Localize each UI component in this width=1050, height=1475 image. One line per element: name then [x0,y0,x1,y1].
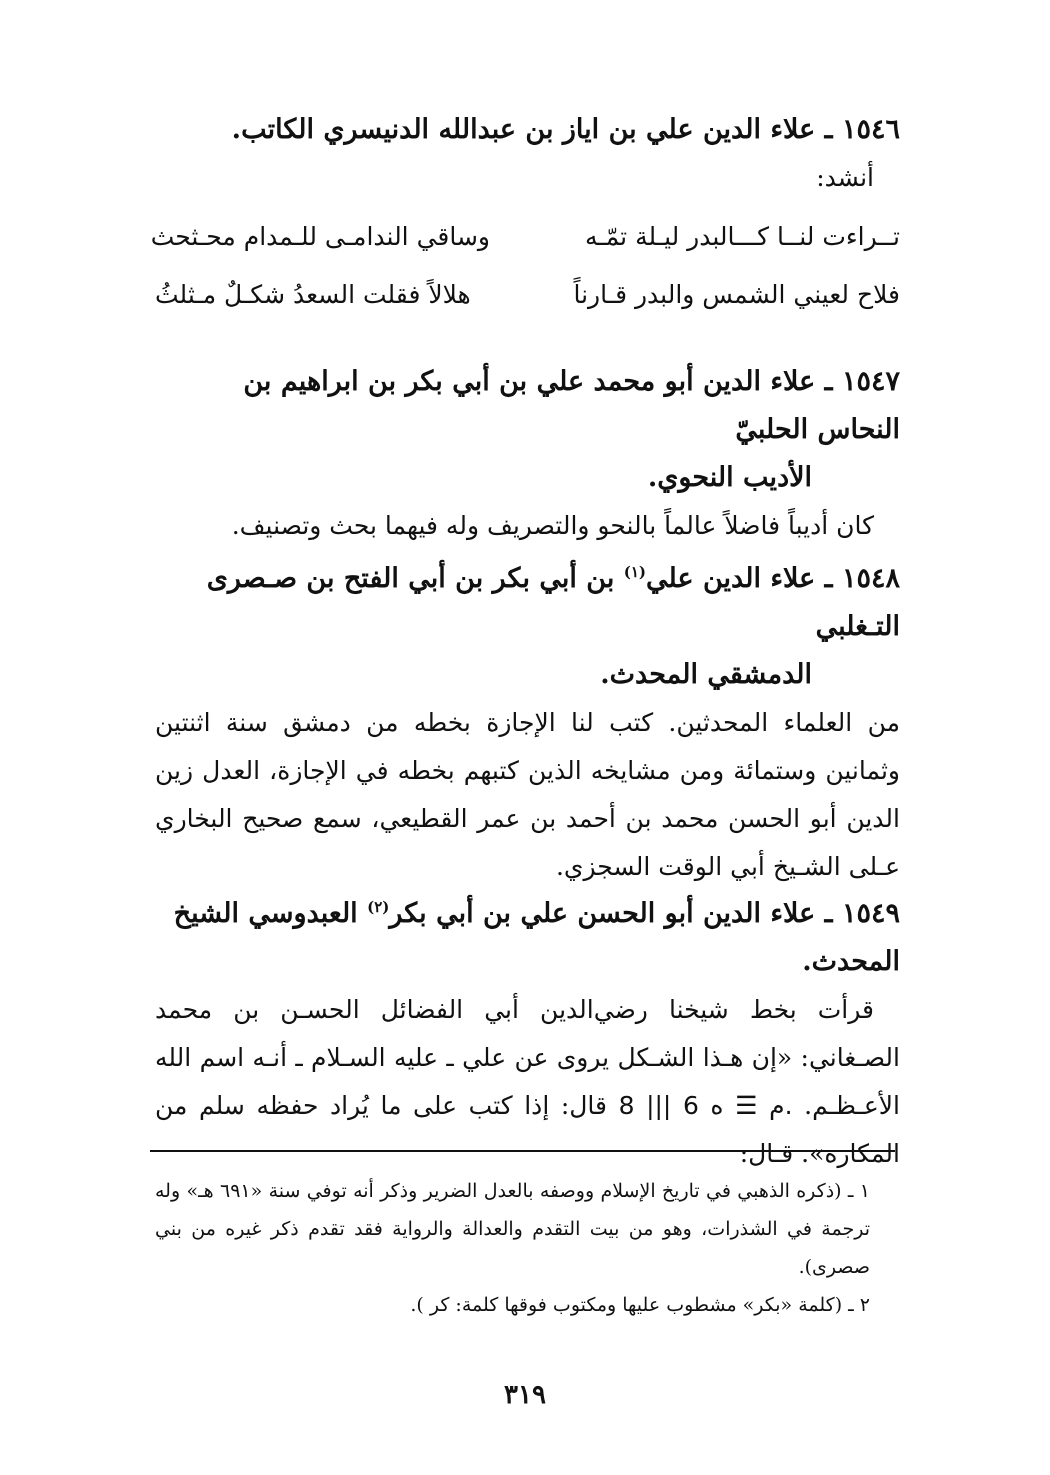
entry-body-text: قال: إذا كتب على ما يُراد حفظه سلم من المكاره». قـال: [155,1091,900,1168]
poem [150,207,900,323]
entry-heading-line: ١٥٤٨ ـ علاء الدين علي [646,563,900,594]
entry-1546 [155,106,900,202]
entry-1548 [155,555,900,891]
entry-heading [155,358,900,502]
footnote-2: ٢ ـ (كلمة «بكر» مشطوب عليها ومكتوب فوقها كلمة: كر ). [410,1294,870,1316]
entry-heading-line: ١٥٤٩ ـ علاء الدين أبو الحسن علي بن أبي بكر [389,898,900,929]
entry-heading [155,890,900,986]
entry-heading [155,555,900,699]
poem-hemistich-second: هلالاً فقلت السعدُ شكـلٌ مـثلثُ [155,279,471,309]
entry-heading-continuation: الدمشقي المحدث. [600,659,812,690]
entry-heading-continuation: الأديب النحوي. [647,462,812,493]
poem-hemistich-first: تــراءت لنــا كـــالبدر ليـلة تمّـه [584,221,900,251]
entry-heading-line: العبدوسي الشيخ المحدث. [173,898,900,977]
entry-body: كان أديباً فاضلاً عالماً بالنحو والتصريف وله فيهما بحث وتصنيف. [231,511,874,540]
page-number: ٣١٩ [504,1380,546,1410]
footnote-marker: (١) [623,563,647,581]
entry-1547 [155,358,900,550]
entry-intro: أنشد: [816,163,874,192]
footnote-divider [150,1150,895,1152]
poem-hemistich-second: وساقي الندامـى للـمدام محـثحث [150,221,490,251]
entry-1549 [155,890,900,1178]
entry-body-text: قرأت بخط شيخنا رضي‌الدين أبي الفضائل الحسـن بن محمد الصـغاني: «إن هـذا الشـكل يروى عن علي ـ عليه السـلام ـ أنـه اسم الله الأعـظـم. [155,995,901,1120]
poem-verse [155,265,900,323]
footnote-1: ١ ـ (ذكره الذهبي في تاريخ الإسلام ووصفه بالعدل الضرير وذكر أنه توفي سنة «٦٩١ هـ» وله ترجمة في الشذرات، وهو من بيت التقدم والعدالة والرواية فقد تقدم ذكر غيره من بني صصرى). [155,1180,870,1278]
entry-heading-line: ١٥٤٧ ـ علاء الدين أبو محمد علي بن أبي بكر بن ابراهيم بن النحاس الحلبيّ [243,366,900,445]
poem-hemistich-first: فلاح لعيني الشمس والبدر قـارناً [573,279,900,309]
poem-verse [150,207,900,265]
footnote-marker: (٢) [367,898,390,916]
entry-heading: ١٥٤٦ ـ علاء الدين علي بن اياز بن عبدالله الدنيسري الكاتب. [231,114,900,145]
entry-body: من العلماء المحدثين. كتب لنا الإجازة بخطه من دمشق سنة اثنتين وثمانين وستمائة ومن مشايخه الذين كتبهم بخطه في الإجازة، العدل زين الدين أبو الحسن محمد بن أحمد بن عمر القطيعي، سمع صحيح البخاري عـلى الشـيخ أبي الوقت السجزي. [155,708,900,881]
footnotes [155,1172,900,1324]
entry-heading-line: بن أبي بكر بن أبي الفتح بن صـصرى التـغلبي [206,563,900,642]
talisman-symbols: 8 ||| م ☰ ه 6. [618,1091,793,1120]
